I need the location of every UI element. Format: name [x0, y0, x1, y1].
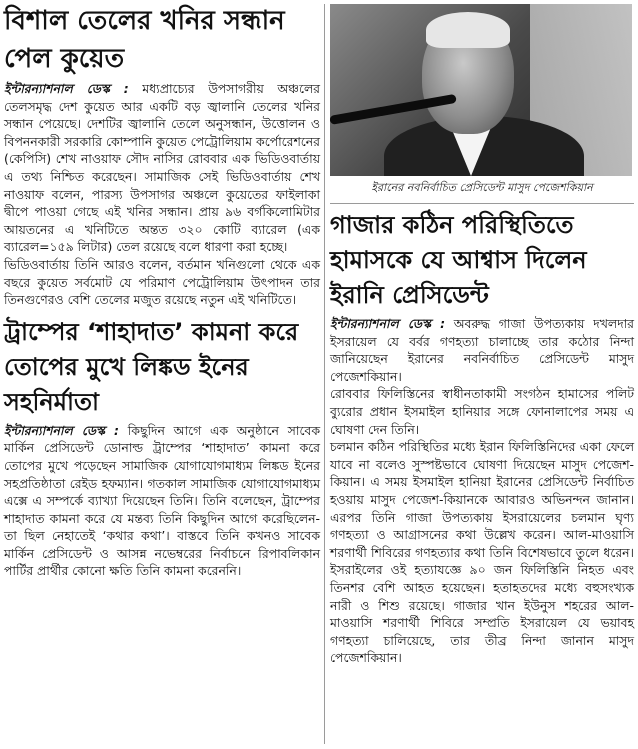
- story1-dateline: ইন্টারন্যাশনাল ডেস্ক :: [4, 81, 129, 96]
- story3-paragraph: [330, 315, 634, 385]
- story1-headline: বিশাল তেলের খনির সন্ধান পেল কুয়েত: [4, 6, 285, 74]
- story3-paragraph: রোববার ফিলিস্তিনের স্বাধীনতাকামী সংগঠন হামাসের পলিট ব্যুরোর প্রধান ইসমাইল হানিয়ার সঙ্গে ফোনালাপের সময় এ ঘোষণা দেন তিনি।: [330, 386, 634, 437]
- story3-dateline: ইন্টারন্যাশনাল ডেস্ক :: [330, 316, 446, 331]
- story3-paragraph: চলমান কঠিন পরিস্থিতির মধ্যে ইরান ফিলিস্তিনিদের একা ফেলে যাবে না বলেও সুস্পষ্টভাবে ঘোষণা দিয়েছেন মাসুদ পেজেশ-কিয়ান। এ সময় ইসমাইল হানিয়া ইরানের প্রেসিডেন্ট নির্বাচিত হওয়ায় মাসুদ পেজেশ-কিয়ানকে আবারও অভিনন্দন জানান। এরপর তিনি গাজা উপত্যকায় ইসরায়েলের চলমান ঘৃণ্য গণহত্যা ও আগ্রাসনের কথা উল্লেখ করেন। আল-মাওয়াসি শরণার্থী শিবিরের গণহত্যার কথা তিনি বিশেষভাবে তুলে ধরেন। ইসরাইলের ওই হত্যাযজ্ঞে ৯০ জন ফিলিস্তিনি নিহত এবং তিনশর বেশি আহত হয়েছেন। হতাহতদের মধ্যে বহুসংখ্যক নারী ও শিশু রয়েছে। গাজার খান ইউনুস শহরের আল-মাওয়াসি শরণার্থী শিবিরে সম্প্রতি ইসরায়েল যে ভয়াবহ গণহত্যা চালিয়েছে, তার তীব্র নিন্দা জানান মাসুদ পেজেশকিয়ান।: [330, 439, 634, 666]
- column-divider: [324, 4, 325, 744]
- story1-body: [4, 80, 320, 309]
- story2-headline: ট্রাম্পের ‘শাহাদাত’ কামনা করে তোপের মুখে লিঙ্কড ইনের সহনির্মাতা: [4, 317, 299, 416]
- story1-paragraph: [4, 80, 320, 256]
- story3-body: [330, 315, 634, 667]
- president-photo: [330, 4, 632, 176]
- photo-caption: ইরানের নবনির্বাচিত প্রেসিডেন্ট মাসুদ পেজেশকিয়ান: [330, 176, 634, 204]
- story1-paragraph: ভিডিওবার্তায় তিনি আরও বলেন, বর্তমান খনিগুলো থেকে এক বছরে কুয়েত সর্বমোট যে পরিমাণ পেট্রোলিয়াম উৎপাদন তার তিনগুণেরও বেশি তেলের মজুত রয়েছে নতুন এই খনিটিতে।: [4, 256, 320, 308]
- left-column: [4, 0, 320, 580]
- story2-dateline: ইন্টারন্যাশনাল ডেস্ক :: [4, 422, 119, 438]
- story3-paragraph-text: অবরুদ্ধ গাজা উপত্যকায় দখলদার ইসরায়েল যে বর্বর গণহত্যা চালাচ্ছে তার কঠোর নিন্দা জানিয়েছেন ইরানের নবনির্বাচিত প্রেসিডেন্ট মাসুদ পেজেশকিয়ান।: [330, 316, 634, 384]
- right-column: [330, 0, 634, 667]
- story2-body: [4, 422, 320, 580]
- photo-hair: [426, 12, 510, 48]
- story2-paragraph: [4, 422, 320, 580]
- story2-paragraph-text: কিছুদিন আগে এক অনুষ্ঠানে সাবেক মার্কিন প্রেসিডেন্ট ডোনাল্ড ট্রাম্পের ‘শাহাদাত’ কামনা করে তোপের মুখে পড়েছেন সামাজিক যোগাযোগমাধ্যম লিঙ্কড ইনের সহপ্রতিষ্ঠাতা রেইড হফম্যান। গতকাল সামাজিক যোগাযোগমাধ্যম এক্সে এ সম্পর্কে ব্যাখ্যা দিয়েছেন তিনি। তিনি বলেছেন, ট্রাম্পের শাহাদাত কামনা করে যে মন্তব্য তিনি কিছুদিন আগে করেছিলেন- তা ছিল নেহাতেই ‘কথার কথা’। বাস্তবে তিনি কখনও সাবেক মার্কিন প্রেসিডেন্ট ও আসন্ন নভেম্বরের নির্বাচনে রিপাবলিকান পার্টির প্রার্থীর কোনো ক্ষতি তিনি কামনা করেননি।: [4, 422, 320, 579]
- story3-headline: গাজার কঠিন পরিস্থিতিতে হামাসকে যে আশ্বাস দিলেন ইরানি প্রেসিডেন্ট: [330, 211, 587, 309]
- story1-paragraph-text: মধ্যপ্রাচ্যের উপসাগরীয় অঞ্চলের তেলসমৃদ্ধ দেশ কুয়েত আর একটি বড় জ্বালানি তেলের খনির সন্ধান পেয়েছে। দেশটির জ্বালানি তেলে অনুসন্ধান, উত্তোলন ও বিপননকারী সরকারি কোম্পানি কুয়েত পেট্রোলিয়াম কর্পোরেশনের (কেপিসি) শেখ নাওয়াফ সৌদ নাসির রোববার এক ভিডিওবার্তায় এ তথ্য নিশ্চিত করেছেন। সামাজিক সেই ভিডিওবার্তায় শেখ নাওয়াফ বলেন, পারস্য উপসাগর অঞ্চলে কুয়েতের ফাইলাকা দ্বীপে পাওয়া গেছে এই খনির সন্ধান। প্রায় ৯৬ বর্গকিলোমিটার আয়তনের এ খনিটিতে অন্তত ৩২০ কোটি ব্যারেল (এক ব্যারেল=১৫৯ লিটার) তেল রয়েছে বলে ধারণা করা হচ্ছে।: [4, 81, 320, 255]
